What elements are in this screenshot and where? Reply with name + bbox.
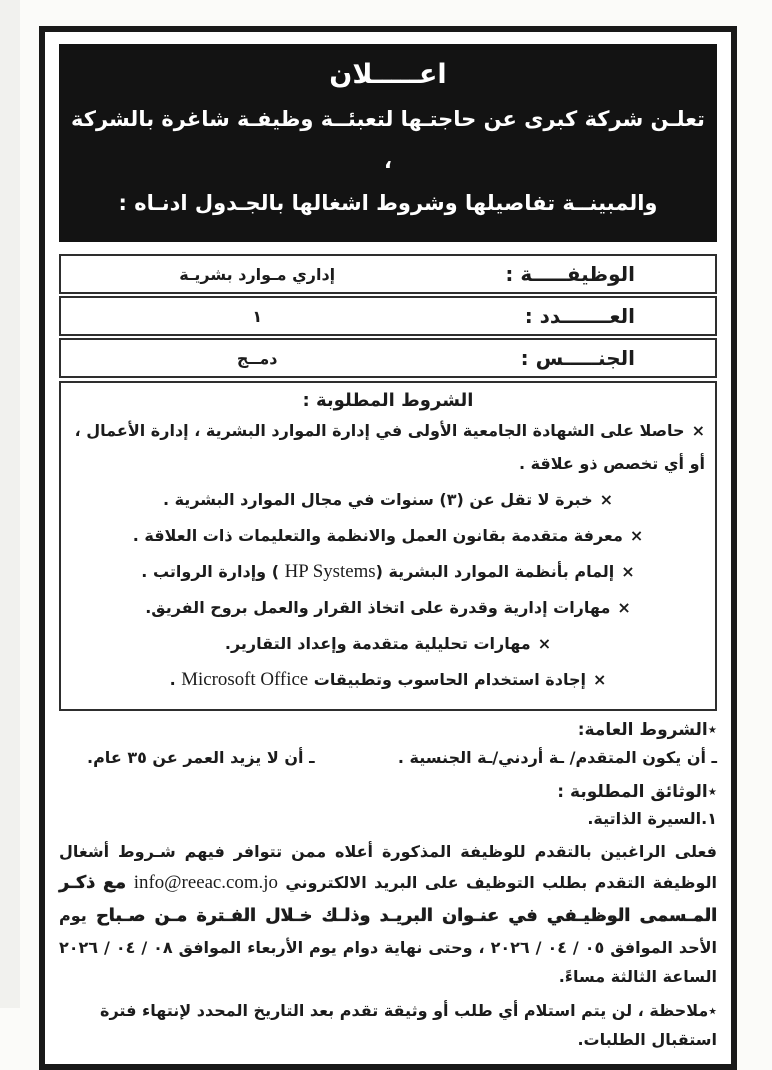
requirement-item: [71, 482, 705, 518]
job-summary-table: [59, 254, 717, 378]
required-documents-title: ٭الوثائق المطلوبة :: [557, 782, 717, 803]
requirement-text: خبرة لا تقل عن (٣) سنوات في مجال الموارد البشرية .: [162, 490, 593, 510]
application-subject-instruction: مع ذكـر المـسمى الوظيـفي في عنـوان البريـد وذلـك خـلال الفـترة مـن صـباح: [59, 873, 717, 926]
requirement-item: [71, 662, 705, 698]
condition-nationality: ـ أن يكون المتقدم/ ـة أردني/ـة الجنسية .: [397, 748, 717, 768]
x-bullet-icon: ×: [621, 561, 635, 581]
position-value: إداري مـوارد بشريـة: [179, 264, 336, 284]
required-conditions-list: [71, 416, 705, 697]
table-row-position: [59, 254, 717, 294]
scan-edge-shade: [0, 0, 20, 1008]
advertisement-frame: [39, 26, 737, 1070]
table-row-count: [59, 296, 717, 336]
requirement-latin-text: HP Systems: [284, 560, 376, 582]
application-text-before-email: فعلى الراغبين بالتقدم للوظيفة المذكورة أعلاه ممن تتوافر فيهم شـروط أشغال الوظيفة التقدم بطلب التوظيف على البريد الالكتروني: [59, 842, 718, 893]
gender-label: الجنـــــس :: [520, 346, 635, 370]
x-bullet-icon: ×: [537, 633, 552, 653]
requirement-text: مهارات إدارية وقدرة على اتخاذ القرار والعمل بروح الفريق.: [145, 597, 611, 617]
general-conditions-row: [59, 744, 717, 773]
requirement-text: إجادة استخدام الحاسوب وتطبيقات: [308, 669, 586, 689]
requirement-text: مهارات تحليلية متقدمة وإعداد التقارير.: [224, 633, 531, 653]
condition-age: ـ أن لا يزيد العمر عن ٣٥ عام.: [87, 748, 315, 768]
count-value: ١: [252, 306, 263, 326]
announcement-line-1: تعلـن شركة كبرى عن حاجتـها لتعبئــة وظيفـة شاغرة بالشركة ،: [71, 107, 705, 173]
position-label: الوظيفـــــة :: [505, 262, 635, 286]
x-bullet-icon: ×: [617, 597, 631, 617]
general-conditions-title: ٭الشروط العامة:: [577, 720, 717, 741]
application-email: info@reeac.com.jo: [133, 872, 278, 894]
application-dates-text: يوم الأحد الموافق ٠٥ / ٠٤ / ٢٠٢٦ ، وحتى نهاية دوام يوم الأربعاء الموافق ٠٨ / ٠٤ / ٢٠٢٦ الساعة الثالثة مساءً.: [59, 905, 718, 986]
x-bullet-icon: ×: [691, 421, 705, 440]
x-bullet-icon: ×: [629, 526, 644, 546]
requirement-text: إلمام بأنظمة الموارد البشرية (: [375, 561, 615, 581]
requirement-item: [71, 416, 705, 482]
deadline-note: ٭ملاحظة ، لن يتم استلام أي طلب أو وثيقة تقدم بعد التاريخ المحدد لإنتهاء فترة استقبال الطلبات.: [100, 1000, 717, 1049]
count-label: العـــــــدد :: [524, 304, 635, 328]
requirement-text-after: .: [169, 669, 182, 689]
required-conditions-title: الشروط المطلوبة :: [302, 390, 474, 411]
gender-value: دمــج: [236, 348, 278, 368]
required-conditions-box: [59, 381, 717, 711]
announcement-line-2: والمبينــة تفاصيلها وشروط اشغالها بالجـدول ادنـاه :: [118, 191, 658, 215]
requirement-item: [71, 626, 705, 662]
requirement-text: معرفة متقدمة بقانون العمل والانظمة والتعليمات ذات العلاقة .: [132, 526, 623, 546]
x-bullet-icon: ×: [592, 669, 607, 689]
announcement-title: اعـــــلان: [329, 59, 447, 90]
table-row-gender: [59, 338, 717, 378]
announcement-header: [59, 44, 717, 242]
requirement-item: [71, 518, 705, 554]
application-instructions-paragraph: [59, 837, 717, 991]
requirement-text: حاصلا على الشهادة الجامعية الأولى في إدارة الموارد البشرية ، إدارة الأعمال ، أو أي تخصص ذو علاقة .: [74, 421, 705, 474]
requirement-text-after: ) وإدارة الرواتب .: [141, 561, 285, 581]
x-bullet-icon: ×: [599, 490, 614, 510]
requirement-item: [71, 590, 705, 626]
document-item-cv: ١.السيرة الذاتية.: [587, 809, 717, 829]
general-conditions-section: [59, 720, 717, 773]
requirement-latin-text: Microsoft Office: [181, 668, 309, 690]
required-documents-section: [59, 782, 717, 828]
requirement-item: [71, 554, 705, 590]
